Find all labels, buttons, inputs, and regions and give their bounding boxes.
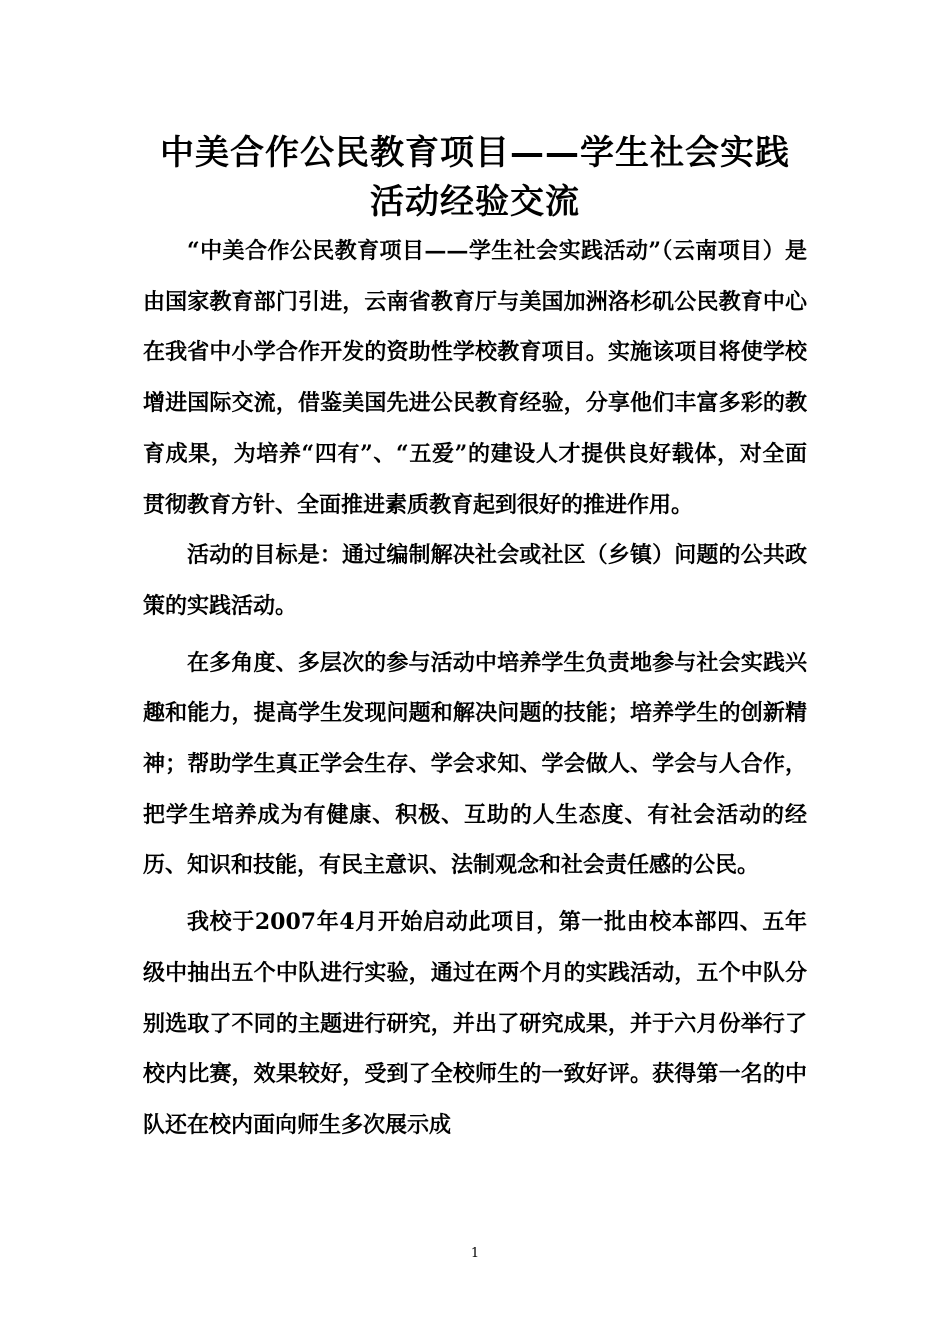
paragraph-intro: “中美合作公民教育项目——学生社会实践活动”（云南项目）是由国家教育部门引进，云南省教育厅与美国加洲洛杉矶公民教育中心在我省中小学合作开发的资助性学校教育项目。实施该项目将使学校增进国际交流，借鉴美国先进公民教育经验，分享他们丰富多彩的教育成果，为培养“四有”、“五爱”的建设人才提供良好载体，对全面贯彻教育方针、全面推进素质教育起到很好的推进作用。: [143, 238, 807, 518]
document-body: [143, 226, 807, 1151]
paragraph-training: 在多角度、多层次的参与活动中培养学生负责地参与社会实践兴趣和能力，提高学生发现问题和解决问题的技能；培养学生的创新精神；帮助学生真正学会生存、学会求知、学会做人、学会与人合作，把学生培养成为有健康、积极、互助的人生态度、有社会活动的经历、知识和技能，有民主意识、法制观念和社会责任感的公民。: [143, 649, 807, 879]
document-title-line-2: 活动经验交流: [370, 182, 580, 222]
paragraph-goal: 活动的目标是：通过编制解决社会或社区（乡镇）问题的公共政策的实践活动。: [143, 542, 807, 619]
paragraph-school-practice: 我校于2007年4月开始启动此项目，第一批由校本部四、五年级中抽出五个中队进行实验，通过在两个月的实践活动，五个中队分别选取了不同的主题进行研究，并出了研究成果，并于六月份举行了校内比赛，效果较好，受到了全校师生的一致好评。获得第一名的中队还在校内面向师生多次展示成: [143, 909, 807, 1138]
page-number: 1: [470, 1246, 480, 1261]
document-title-line-1: 中美合作公民教育项目——学生社会实践: [160, 133, 790, 173]
